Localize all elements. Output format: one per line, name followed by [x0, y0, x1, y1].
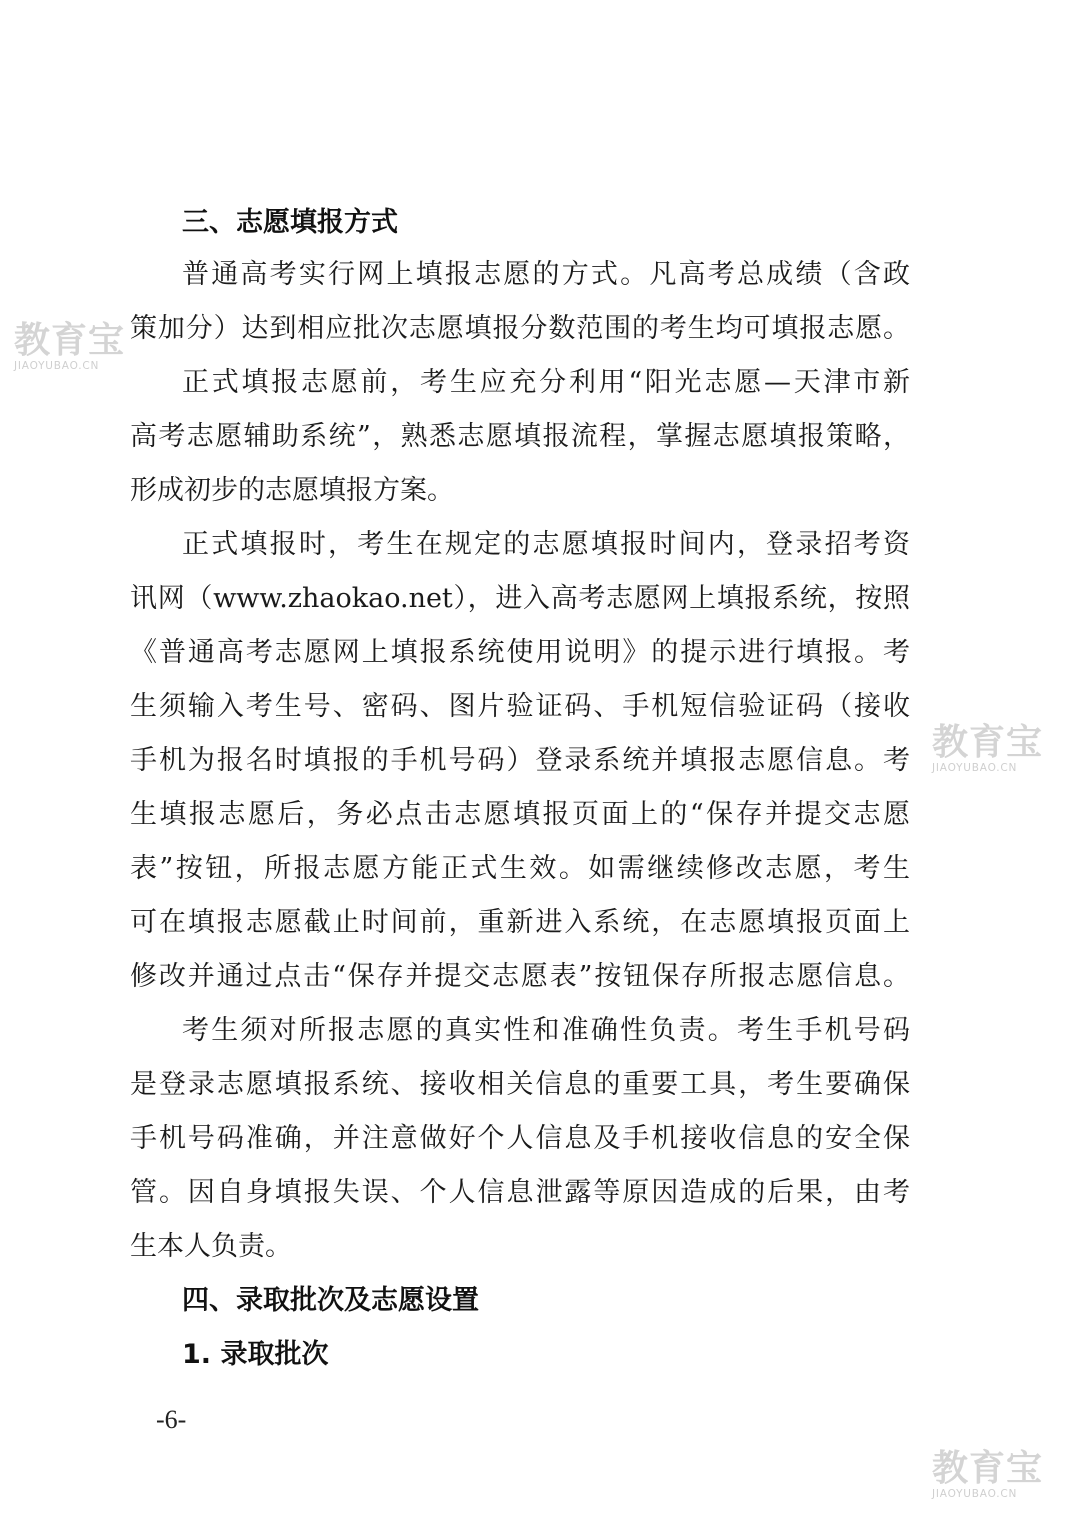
watermark-logo	[932, 724, 1062, 774]
watermark-mark: 教育宝	[932, 1448, 1044, 1489]
paragraph-line: 策加分）达到相应批次志愿填报分数范围的考生均可填报志愿。	[130, 313, 910, 344]
watermark-url: JIAOYUBAO.CN	[932, 762, 1018, 774]
paragraph-line: 修改并通过点击“保存并提交志愿表”按钮保存所报志愿信息。	[130, 961, 910, 992]
paragraph-line: 手机号码准确，并注意做好个人信息及手机接收信息的安全保	[130, 1123, 910, 1154]
paragraph-line: 《普通高考志愿网上填报系统使用说明》的提示进行填报。考	[130, 637, 910, 668]
paragraph-line: 是登录志愿填报系统、接收相关信息的重要工具，考生要确保	[130, 1069, 910, 1100]
paragraph-line: 形成初步的志愿填报方案。	[130, 475, 454, 506]
paragraph-line: 生填报志愿后，务必点击志愿填报页面上的“保存并提交志愿	[130, 799, 910, 830]
paragraph-line: 生须输入考生号、密码、图片验证码、手机短信验证码（接收	[130, 691, 910, 722]
paragraph-line: 讯网（www.zhaokao.net），进入高考志愿网上填报系统，按照	[130, 583, 910, 614]
page-number: -6-	[156, 1405, 187, 1434]
paragraph-line: 考生须对所报志愿的真实性和准确性负责。考生手机号码	[182, 1015, 910, 1046]
paragraph-line: 正式填报时，考生在规定的志愿填报时间内，登录招考资	[182, 529, 910, 560]
section-heading-4: 四、录取批次及志愿设置	[182, 1285, 479, 1316]
watermark-url: JIAOYUBAO.CN	[932, 1488, 1018, 1500]
watermark-url: JIAOYUBAO.CN	[14, 360, 100, 372]
section-heading-3: 三、志愿填报方式	[182, 207, 398, 238]
paragraph-line: 可在填报志愿截止时间前，重新进入系统，在志愿填报页面上	[130, 907, 910, 938]
paragraph-line: 手机为报名时填报的手机号码）登录系统并填报志愿信息。考	[130, 745, 910, 776]
paragraph-line: 高考志愿辅助系统”，熟悉志愿填报流程，掌握志愿填报策略，	[130, 421, 910, 452]
paragraph-line: 正式填报志愿前，考生应充分利用“阳光志愿—天津市新	[182, 367, 910, 398]
paragraph-line: 生本人负责。	[130, 1231, 292, 1262]
watermark-mark: 教育宝	[932, 722, 1044, 763]
watermark-logo	[14, 322, 144, 372]
paragraph-line: 管。因自身填报失误、个人信息泄露等原因造成的后果，由考	[130, 1177, 910, 1208]
paragraph-line: 表”按钮，所报志愿方能正式生效。如需继续修改志愿，考生	[130, 853, 910, 884]
watermark-logo	[932, 1450, 1062, 1500]
paragraph-line: 普通高考实行网上填报志愿的方式。凡高考总成绩（含政	[182, 259, 910, 290]
watermark-mark: 教育宝	[14, 320, 126, 361]
subsection-heading: 1. 录取批次	[182, 1339, 329, 1370]
